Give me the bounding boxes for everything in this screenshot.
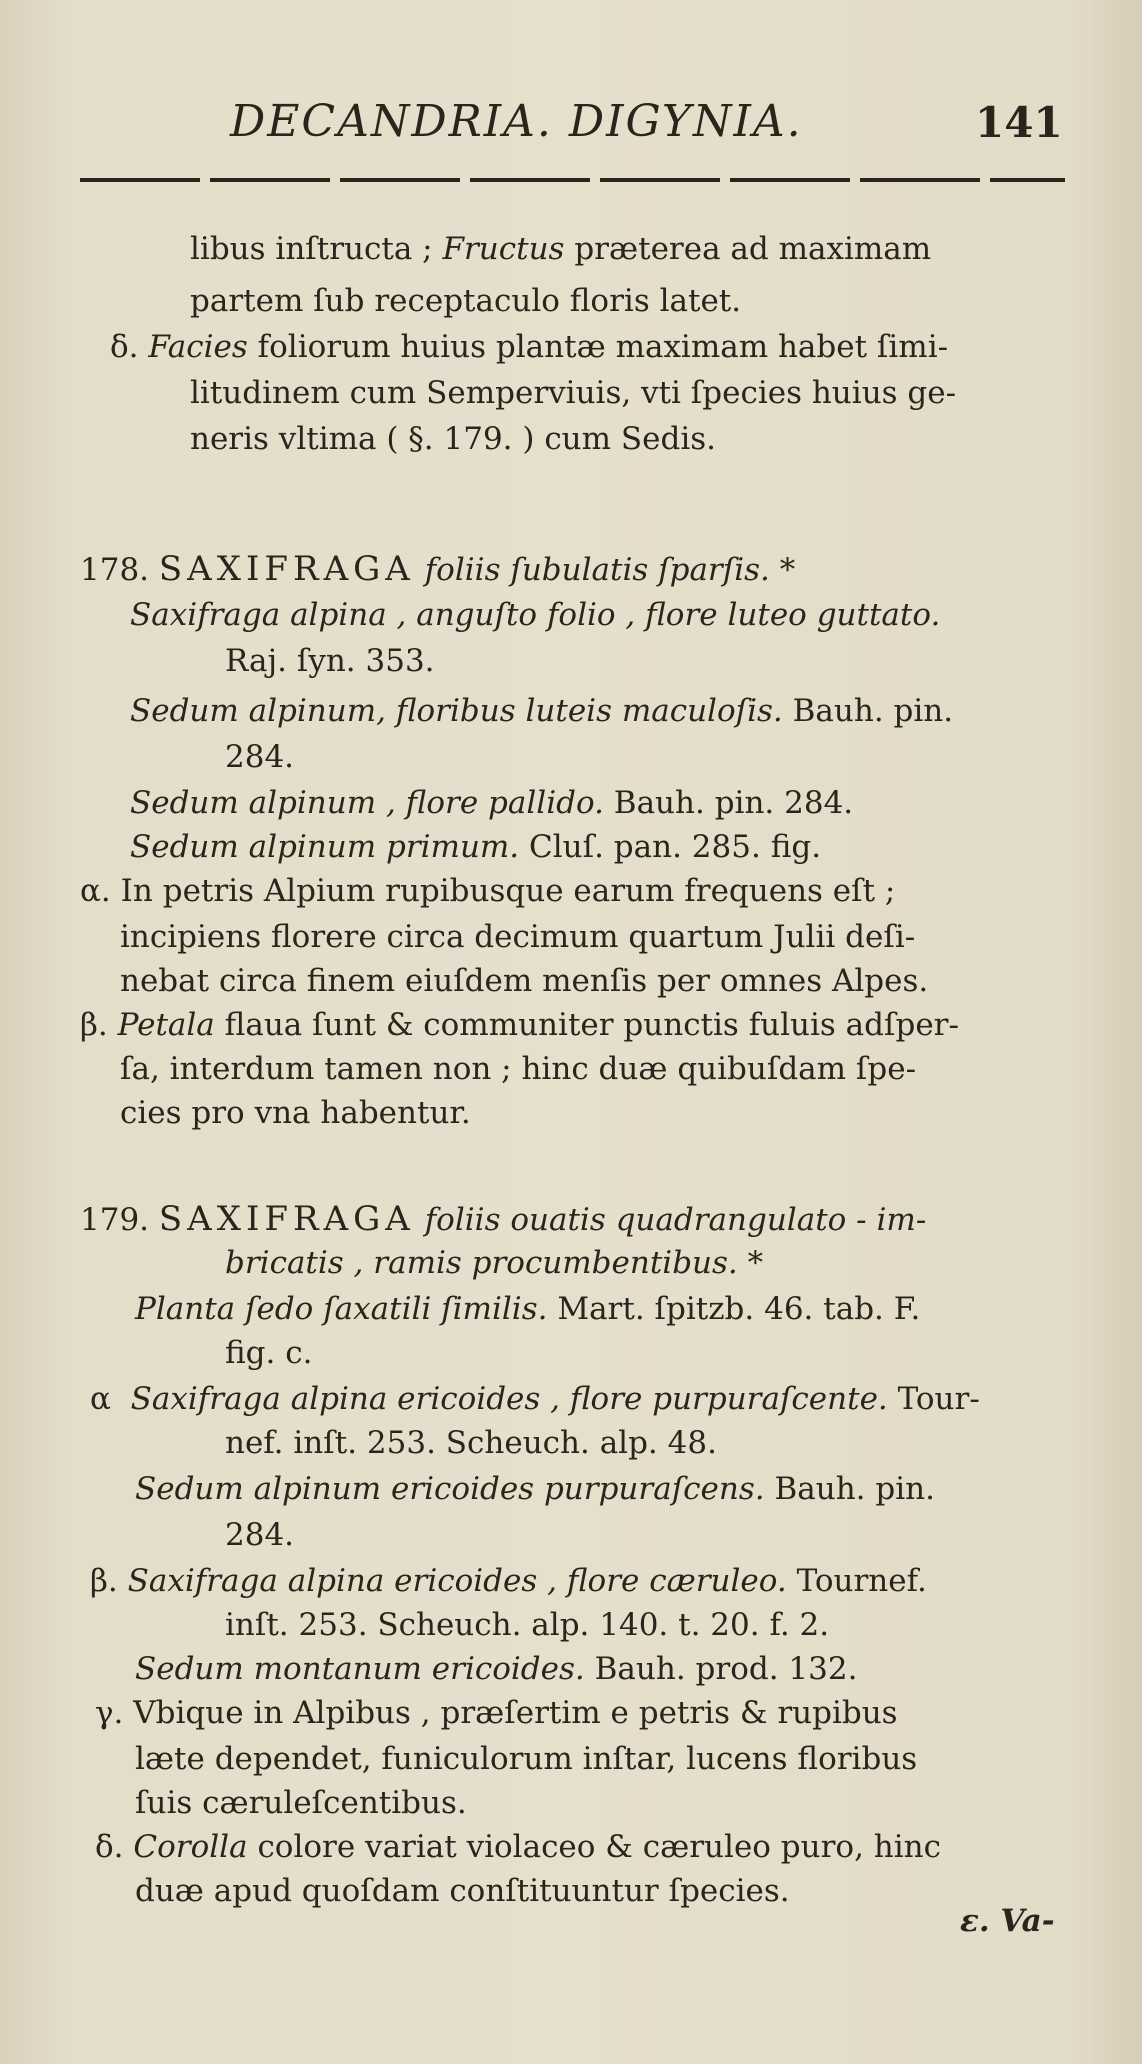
synonym-line: Saxifraga alpina , anguſto folio , flore luteo guttato. — [130, 597, 941, 633]
entry-179-heading: 179. SAXIFRAGA foliis ouatis quadrangulato - im- — [80, 1199, 927, 1239]
observation-line: β. Petala flaua ſunt & communiter punctis fuluis adſper- — [80, 1007, 959, 1043]
text-line: partem ſub receptaculo floris latet. — [190, 283, 742, 319]
observation-line: α. In petris Alpium rupibusque earum frequens eſt ; — [80, 873, 896, 909]
text-line: δ. Facies foliorum huius plantæ maximam habet ſimi- — [110, 329, 949, 365]
observation-line: duæ apud quoſdam conſtituuntur ſpecies. — [135, 1873, 790, 1909]
synonym-line: Planta ſedo ſaxatili ſimilis. Mart. ſpitzb. 46. tab. F. — [135, 1291, 921, 1327]
observation-line: ſuis cæruleſcentibus. — [135, 1785, 467, 1821]
synonym-line: Sedum alpinum primum. Cluſ. pan. 285. fig. — [130, 829, 822, 865]
text-line: libus inſtructa ; Fructus præterea ad maximam — [190, 231, 932, 267]
text-line: litudinem cum Semperviuis, vti ſpecies huius ge- — [190, 375, 957, 411]
synonym-line: α Saxifraga alpina ericoides , flore purpuraſcente. Tour- — [90, 1381, 980, 1417]
synonym-line: 284. — [225, 1517, 295, 1553]
catchword: ε. Va- — [960, 1903, 1055, 1939]
page-number: 141 — [975, 98, 1063, 147]
entry-179-heading-cont: bricatis , ramis procumbentibus. * — [225, 1245, 764, 1281]
synonym-line: inſt. 253. Scheuch. alp. 140. t. 20. f. 2. — [225, 1607, 830, 1643]
observation-line: γ. Vbique in Alpibus , præſertim e petris & rupibus — [95, 1695, 898, 1731]
synonym-line: Sedum alpinum ericoides purpuraſcens. Bauh. pin. — [135, 1471, 935, 1507]
synonym-line: β. Saxifraga alpina ericoides , flore cæruleo. Tournef. — [90, 1563, 927, 1599]
observation-line: cies pro vna habentur. — [120, 1095, 471, 1131]
header-title: DECANDRIA. DIGYNIA. — [230, 96, 803, 147]
synonym-line: Sedum montanum ericoides. Bauh. prod. 132. — [135, 1651, 858, 1687]
observation-line: incipiens florere circa decimum quartum Julii deſi- — [120, 919, 916, 955]
synonym-line: Raj. ſyn. 353. — [225, 643, 435, 679]
observation-line: δ. Corolla colore variat violaceo & cæruleo puro, hinc — [95, 1829, 942, 1865]
text-line: neris vltima ( §. 179. ) cum Sedis. — [190, 421, 717, 457]
synonym-line: nef. inſt. 253. Scheuch. alp. 48. — [225, 1425, 717, 1461]
synonym-line: fig. c. — [225, 1335, 313, 1371]
synonym-line: 284. — [225, 739, 295, 775]
observation-line: læte dependet, funiculorum inſtar, lucens floribus — [135, 1741, 918, 1777]
observation-line: ſa, interdum tamen non ; hinc duæ quibuſdam ſpe- — [120, 1051, 917, 1087]
observation-line: nebat circa finem eiuſdem menſis per omnes Alpes. — [120, 963, 929, 999]
header-rule — [80, 178, 1065, 182]
synonym-line: Sedum alpinum , flore pallido. Bauh. pin. 284. — [130, 785, 854, 821]
entry-178-heading: 178. SAXIFRAGA foliis ſubulatis ſparſis. * — [80, 549, 796, 589]
synonym-line: Sedum alpinum, floribus luteis maculoſis. Bauh. pin. — [130, 693, 954, 729]
running-header — [0, 96, 1142, 156]
